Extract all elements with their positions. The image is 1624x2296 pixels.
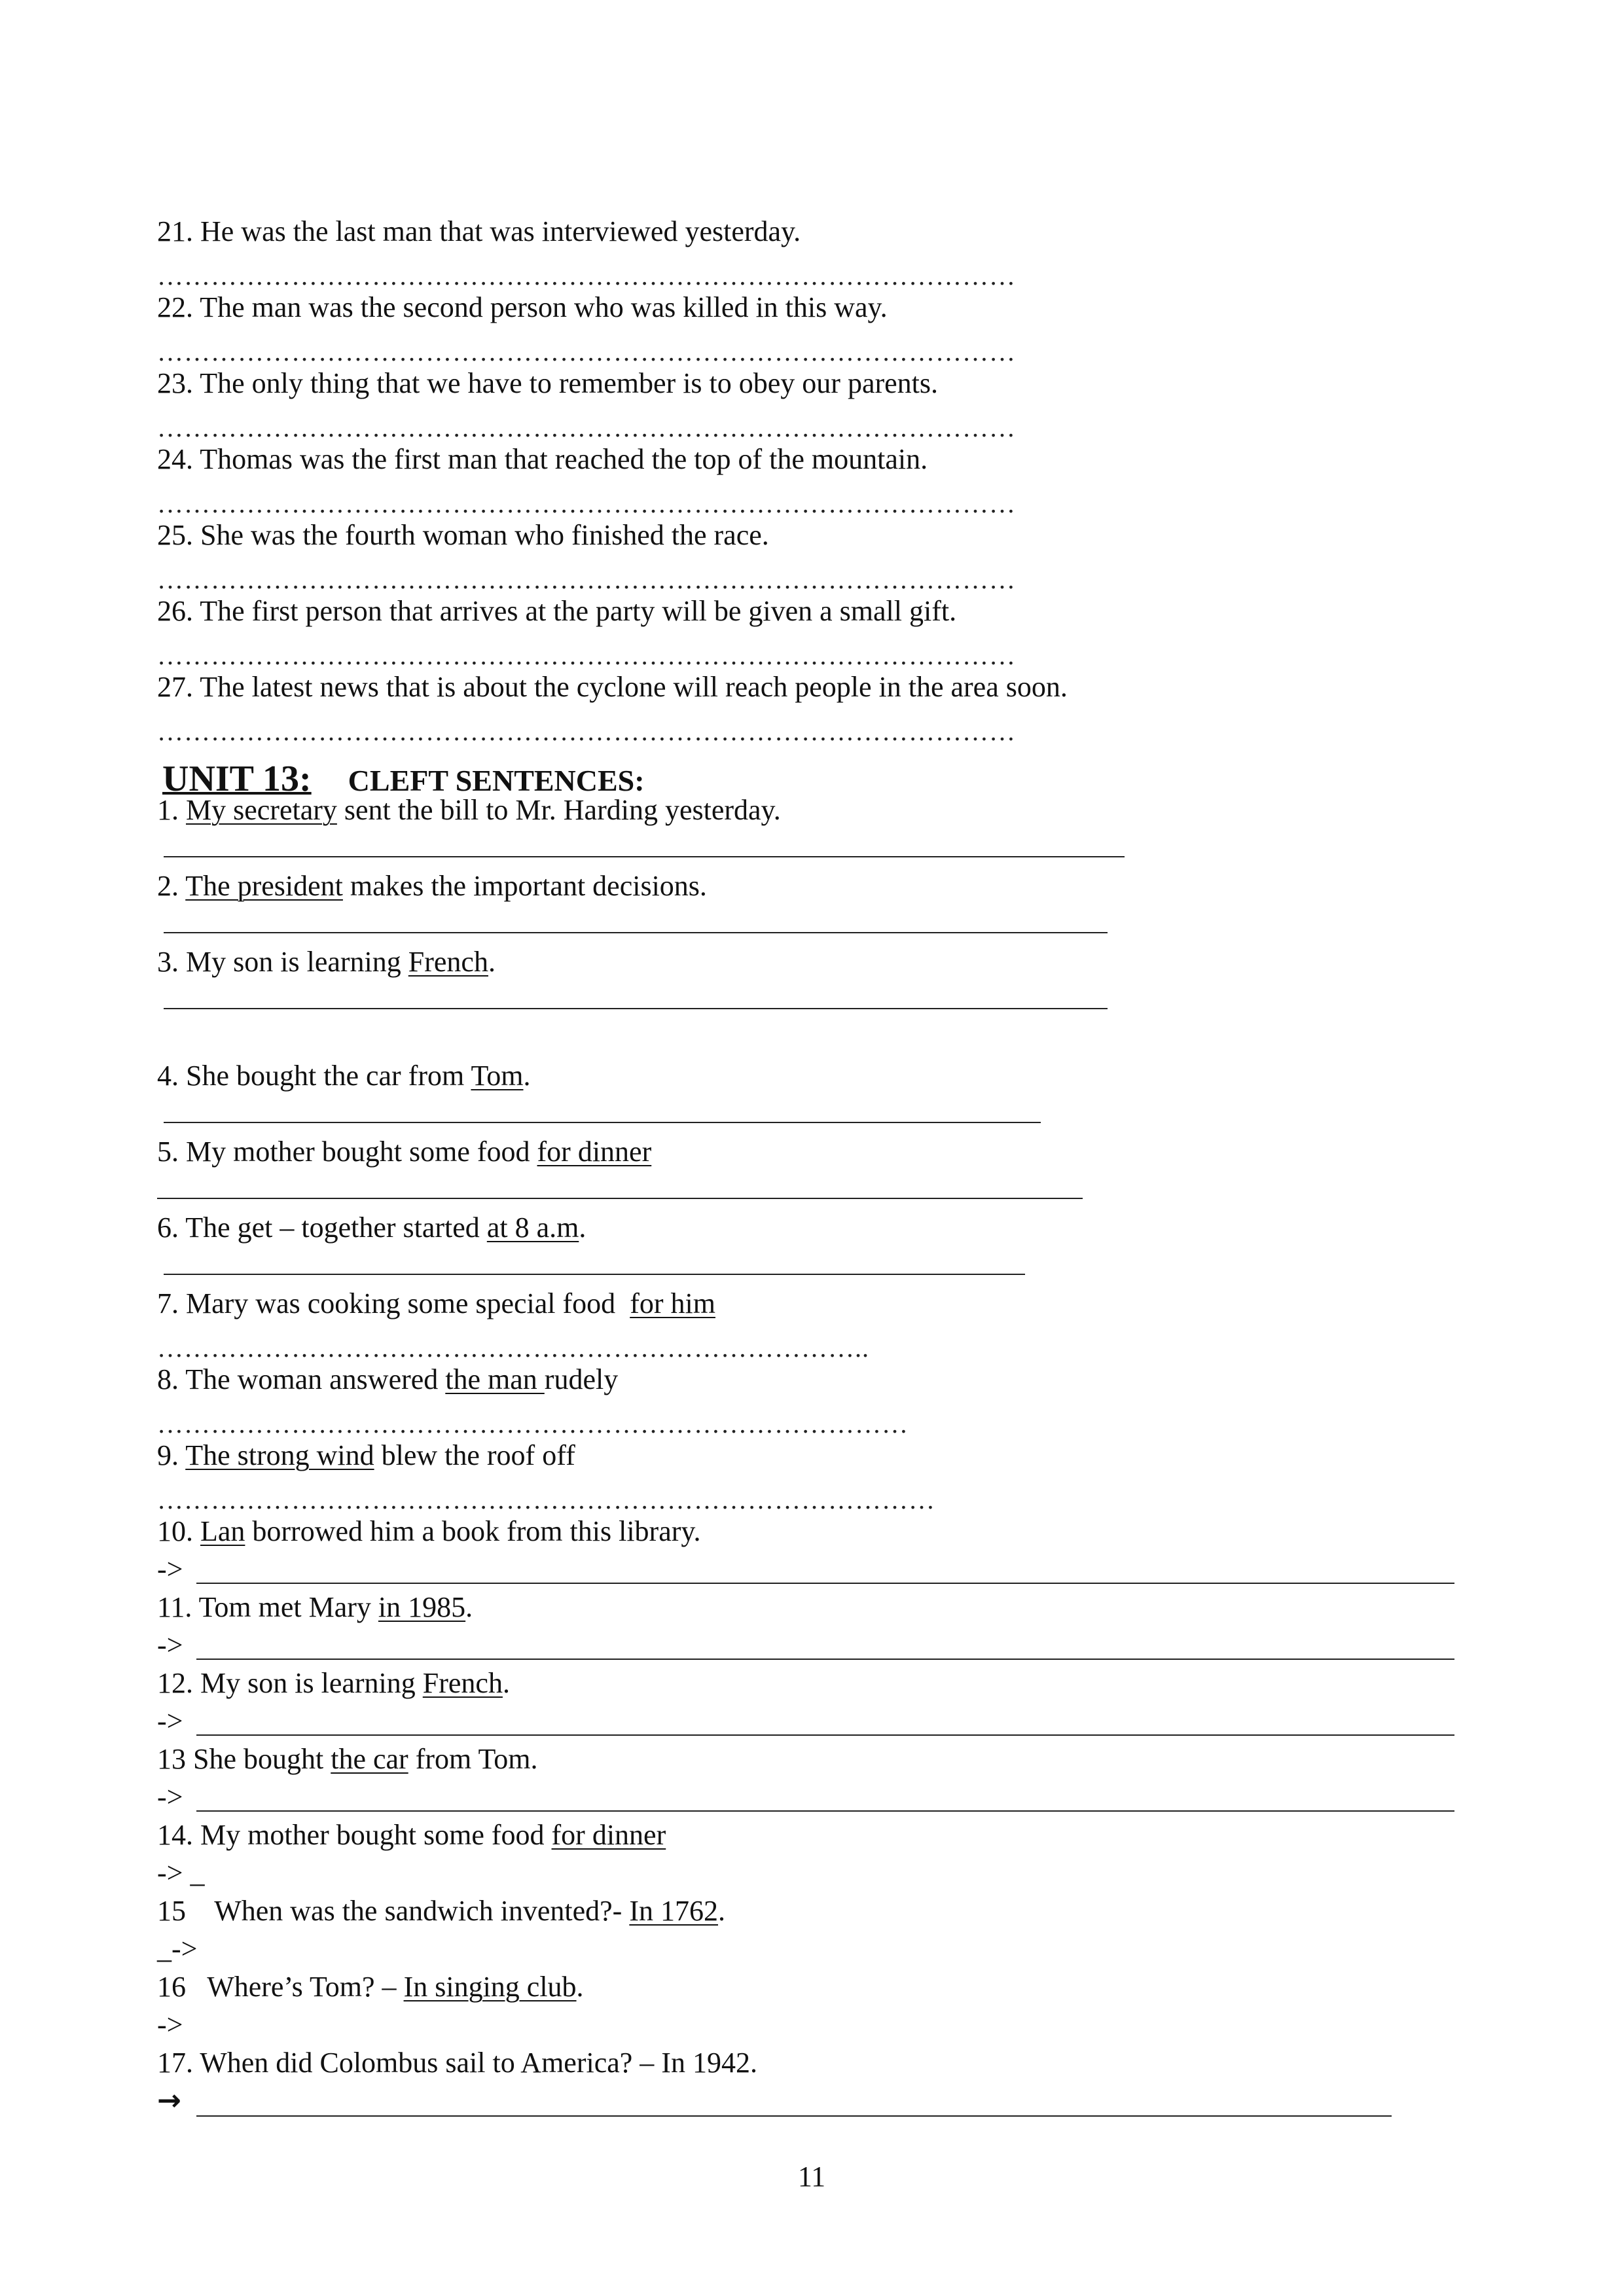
exercise-item-22: 22. The man was the second person who was killed in this way. bbox=[157, 291, 888, 323]
answer-arrow: -> _ bbox=[157, 1857, 205, 1889]
answer-arrow: _-> bbox=[157, 1933, 198, 1965]
answer-arrow: -> bbox=[157, 1705, 183, 1737]
answer-line bbox=[164, 1122, 1041, 1123]
answer-line bbox=[164, 1008, 1108, 1009]
exercise-item-24: 24. Thomas was the first man that reached the top of the mountain. bbox=[157, 443, 928, 475]
arrow-right-icon: → bbox=[157, 2084, 181, 2117]
answer-dots: ………………………………………………………………………… bbox=[157, 1411, 909, 1437]
answer-line bbox=[196, 1734, 1454, 1736]
answer-arrow: -> bbox=[157, 1553, 183, 1585]
cleft-item-15: 15 When was the sandwich invented?- In 1762. bbox=[157, 1895, 725, 1927]
cleft-item-14: 14. My mother bought some food for dinner bbox=[157, 1819, 666, 1851]
cleft-item-12: 12. My son is learning French. bbox=[157, 1667, 510, 1699]
unit-number: UNIT 13: bbox=[162, 759, 312, 799]
cleft-item-8: 8. The woman answered the man rudely bbox=[157, 1363, 619, 1395]
cleft-item-3: 3. My son is learning French. bbox=[157, 946, 496, 978]
answer-dots: …………………………………………………………………………………… bbox=[157, 415, 1016, 441]
answer-dots: …………………………………………………………………………… bbox=[157, 1487, 935, 1513]
page-number: 11 bbox=[797, 2161, 826, 2193]
exercise-item-27: 27. The latest news that is about the cyclone will reach people in the area soon. bbox=[157, 671, 1068, 703]
cleft-item-4: 4. She bought the car from Tom. bbox=[157, 1060, 531, 1092]
exercise-item-25: 25. She was the fourth woman who finished the race. bbox=[157, 519, 769, 551]
cleft-item-13: 13 She bought the car from Tom. bbox=[157, 1743, 538, 1775]
answer-dots: …………………………………………………………………………………… bbox=[157, 719, 1016, 745]
cleft-item-6: 6. The get – together started at 8 a.m. bbox=[157, 1211, 586, 1244]
answer-line bbox=[157, 1198, 1083, 1199]
answer-line bbox=[196, 2115, 1392, 2117]
answer-line bbox=[164, 1274, 1025, 1275]
cleft-item-17: 17. When did Colombus sail to America? – In 1942. bbox=[157, 2047, 757, 2079]
answer-line bbox=[196, 1659, 1454, 1660]
unit-title: CLEFT SENTENCES: bbox=[348, 764, 645, 797]
exercise-item-23: 23. The only thing that we have to remember is to obey our parents. bbox=[157, 367, 939, 399]
answer-dots: …………………………………………………………………………………… bbox=[157, 339, 1016, 365]
cleft-item-5: 5. My mother bought some food for dinner bbox=[157, 1136, 652, 1168]
answer-dots: …………………………………………………………………………………… bbox=[157, 643, 1016, 669]
answer-dots: …………………………………………………………………………………… bbox=[157, 491, 1016, 517]
answer-dots: …………………………………………………………………….. bbox=[157, 1335, 869, 1361]
cleft-item-2: 2. The president makes the important decisions. bbox=[157, 870, 707, 902]
answer-arrow: -> bbox=[157, 2009, 183, 2041]
exercise-item-21: 21. He was the last man that was interviewed yesterday. bbox=[157, 215, 801, 247]
cleft-item-11: 11. Tom met Mary in 1985. bbox=[157, 1591, 473, 1623]
cleft-item-9: 9. The strong wind blew the roof off bbox=[157, 1439, 575, 1471]
answer-arrow: -> bbox=[157, 1781, 183, 1813]
unit-heading bbox=[157, 746, 645, 800]
answer-arrow: -> bbox=[157, 1629, 183, 1661]
answer-dots: …………………………………………………………………………………… bbox=[157, 263, 1016, 289]
exercise-item-26: 26. The first person that arrives at the party will be given a small gift. bbox=[157, 595, 957, 627]
answer-line bbox=[164, 932, 1108, 933]
answer-line bbox=[164, 856, 1125, 857]
cleft-item-1: 1. My secretary sent the bill to Mr. Harding yesterday. bbox=[157, 794, 781, 826]
answer-line bbox=[196, 1583, 1454, 1584]
answer-line bbox=[196, 1810, 1454, 1812]
cleft-item-16: 16 Where’s Tom? – In singing club. bbox=[157, 1971, 584, 2003]
cleft-item-7: 7. Mary was cooking some special food for him bbox=[157, 1287, 715, 1319]
answer-dots: …………………………………………………………………………………… bbox=[157, 567, 1016, 593]
cleft-item-10: 10. Lan borrowed him a book from this library. bbox=[157, 1515, 701, 1547]
